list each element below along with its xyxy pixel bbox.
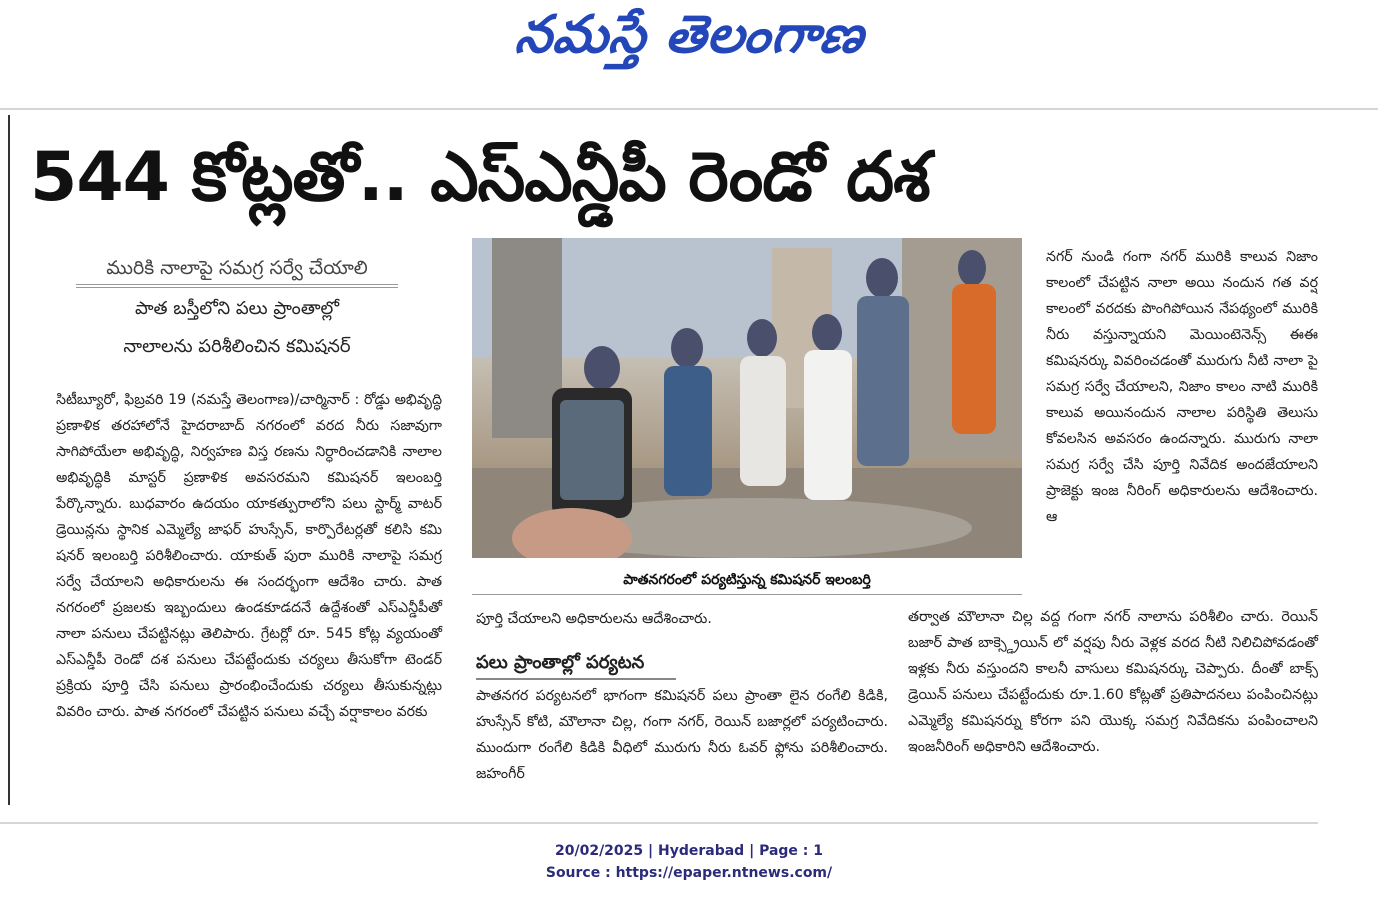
subheading-primary: మురికి నాలాపై సమగ్ర సర్వే చేయాలి — [76, 252, 398, 285]
article-column-2-top — [476, 606, 888, 632]
footer — [0, 840, 1378, 884]
photo-caption: పాతనగరంలో పర్యటిస్తున్న కమిషనర్ ఇలంబర్తి — [472, 566, 1022, 595]
footer-date-page: 20/02/2025 | Hyderabad | Page : 1 — [554, 843, 824, 859]
newspaper-logo: నమస్తే తెలంగాణ — [512, 4, 868, 65]
column-3-bottom-text: తర్వాత మౌలానా చిల్ల వద్ద గంగా నగర్ నాలాను పరిశీలిం చారు. రెయిన్ బజార్ పాత బాక్స్డ్రెయిన్ లో వర్షపు నీరు వెళ్లక వరద నీటి నిలిచిపోవడంతో ఇళ్లకు నీరు వస్తుందని కాలనీ వాసులు కమిషనర్కు చెప్పారు. దీంతో బాక్స్ డ్రెయిన్ పనులు చేపట్టేందుకు రూ.1.60 కోట్లతో ప్రతిపాదనలు పంపించినట్లు ఎమ్మెల్యే కమిషనర్ను కోరగా పని యొక్క సమగ్ర నివేదికను పంపించాలని ఇంజనీరింగ్ అధికారిని ఆదేశించారు. — [908, 609, 1318, 755]
masthead — [0, 0, 1378, 88]
article-photo[interactable] — [472, 238, 1022, 558]
article-column-3-bottom — [908, 604, 1318, 760]
bottom-divider — [0, 822, 1318, 824]
left-border — [8, 115, 10, 805]
column-2-body-text: పాతనగర పర్యటనలో భాగంగా కమిషనర్ పలు ప్రాంతా లైన రంగేలి కిడికి, హుస్సేన్ కోటి, మౌలానా చిల్ల, గంగా నగర్, రెయిన్ బజార్లలో పర్యటించారు. ముందుగా రంగేలి కిడికి వీధిలో మురుగు నీరు ఓవర్ ఫ్లోను పరిశీలించారు. జహంగీర్ — [476, 688, 888, 782]
top-divider — [0, 108, 1378, 110]
section-heading: పలు ప్రాంతాల్లో పర్యటన — [476, 648, 676, 680]
article-column-2-body — [476, 683, 888, 787]
subheading-secondary — [76, 290, 398, 376]
headline: 544 కోట్లతో.. ఎస్ఎన్డీపీ రెండో దశ — [30, 138, 930, 217]
column-3-text: నగర్ నుండి గంగా నగర్ మురికి కాలువ నిజాం కాలంలో చేపట్టిన నాలా అయి నందున గత వర్ష కాలంలో వరదకు పొంగిపోయిన నేపథ్యంలో మురికి నీరు వస్తున్నాయని మెయింటెనెన్స్ ఈఈ కమిషనర్కు వివరించడంతో మురుగు నీటి నాలా పై సమగ్ర సర్వే చేయాలని, నిజాం కాలం నాటి మురికి కాలువ అయినందున నాలాల పరిస్థితి తెలుసు కోవలసిన అవసరం ఉందన్నారు. మురుగు నాలా సమగ్ర సర్వే చేసి పూర్తి నివేదిక అందజేయాలని ప్రాజెక్టు ఇంజ నీరింగ్ అధికారులను ఆదేశించారు. ఆ — [1046, 249, 1318, 525]
article-column-3 — [1046, 244, 1318, 530]
photo-illustration — [472, 238, 1022, 558]
column-1-text: సిటీబ్యూరో, ఫిబ్రవరి 19 (నమస్తే తెలంగాణ)/చార్మినార్ : రోడ్డు అభివృద్ధి ప్రణాళిక తరహాలోనే హైదరాబాద్ నగరంలో వరద నీరు సజావుగా సాగిపోయేలా అభివృద్ధి, నిర్వహణ విస్త రణను నిర్ధారించడానికి నాలాల అభివృద్ధికి మాస్టర్ ప్రణాళిక అవసరమని కమిషనర్ ఇలంబర్తి పేర్కొన్నారు. బుధవారం ఉదయం యాకత్పురాలోని పలు స్టార్మ్ వాటర్ డ్రెయిన్లను స్థానిక ఎమ్మెల్యే జాఫర్ హుస్సేన్, కార్పొరేటర్లతో కలిసి కమి షనర్ ఇలంబర్తి పరిశీలించారు. యాకుత్ పురా మురికి నాలాపై సమగ్ర సర్వే చేయాలని అధికారులను ఈ సందర్భంగా ఆదేశిం చారు. పాత నగరంలో ప్రజలకు ఇబ్బందులు ఉండకూడదనే ఉద్దేశంతో ఎస్ఎన్డీపీతో నాలా పనులు చేపట్టినట్లు తెలిపారు. గ్రేటర్లో రూ. 545 కోట్ల వ్యయంతో ఎస్ఎన్డీపీ రెండో దశ పనులు చేపట్టేందుకు చర్యలు తీసుకోగా టెండర్ ప్రక్రియ పూర్తి చేసి పనులు ప్రారంభించేందుకు చర్యలు తీసుకున్నట్లు వివరిం చారు. పాత నగరంలో చేపట్టిన పనులు వచ్చే వర్షాకాలం వరకు — [56, 392, 442, 720]
column-2-top-text: పూర్తి చేయాలని అధికారులను ఆదేశించారు. — [476, 611, 712, 627]
subheading-line-3: నాలాలను పరిశీలించిన కమిషనర్ — [123, 336, 351, 357]
article-column-1 — [56, 387, 442, 725]
subheading-line-2: పాత బస్తీలోని పలు ప్రాంతాల్లో — [134, 298, 340, 319]
subheading-divider — [76, 287, 398, 288]
footer-source-link[interactable]: Source : https://epaper.ntnews.com/ — [545, 865, 833, 881]
